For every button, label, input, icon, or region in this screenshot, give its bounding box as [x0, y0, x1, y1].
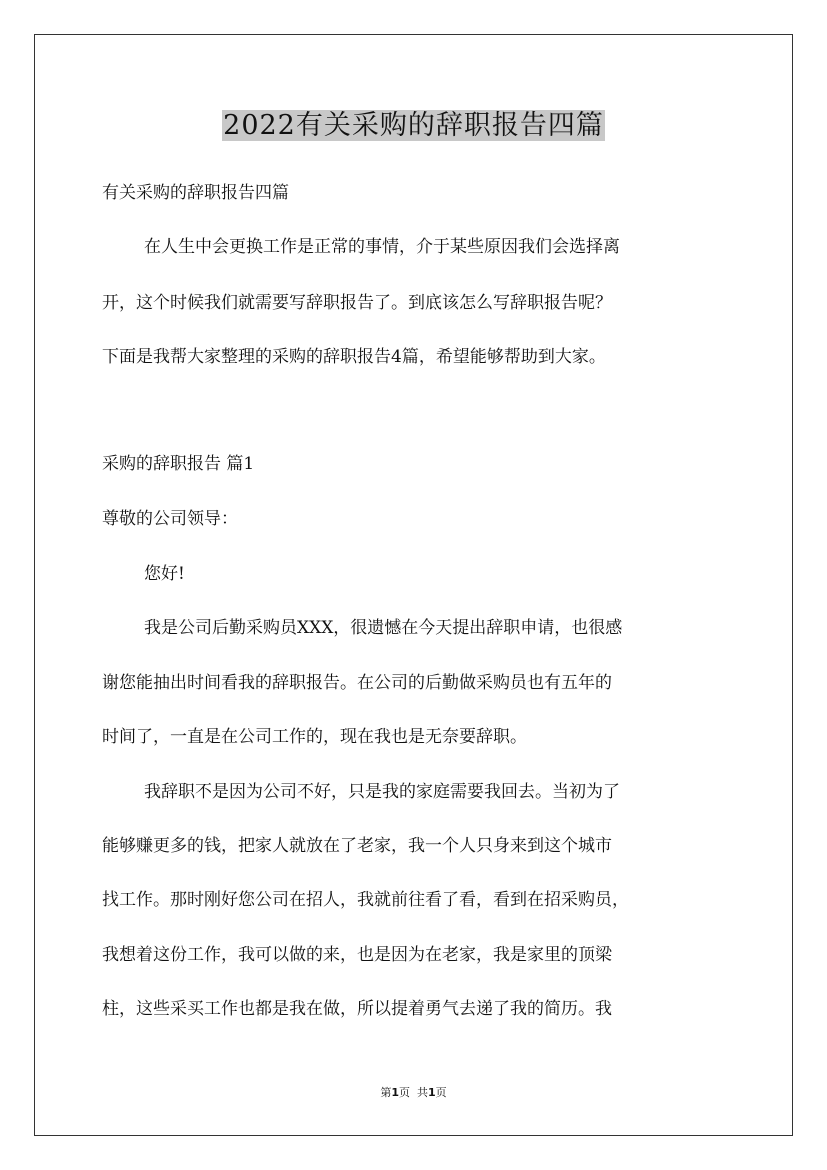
body-line-7: 我想着这份工作，我可以做的来，也是因为在老家，我是家里的顶梁	[102, 945, 612, 965]
footer-page-suffix: 页	[435, 1086, 447, 1099]
footer-page-prefix: 第	[380, 1086, 392, 1099]
body-line-6: 找工作。那时刚好您公司在招人，我就前往看了看，看到在招采购员，	[102, 890, 629, 910]
intro-line-2: 开，这个时候我们就需要写辞职报告了。到底该怎么写辞职报告呢？	[102, 293, 612, 313]
footer-total-pages: 1	[428, 1086, 436, 1099]
salutation: 尊敬的公司领导：	[102, 509, 238, 529]
body-line-4: 我辞职不是因为公司不好，只是我的家庭需要我回去。当初为了	[144, 782, 620, 802]
page-footer	[0, 1086, 827, 1100]
document-title-text: 2022有关采购的辞职报告四篇	[223, 110, 604, 141]
section-heading: 采购的辞职报告 篇1	[102, 454, 255, 474]
body-line-3: 时间了，一直是在公司工作的，现在我也是无奈要辞职。	[102, 727, 527, 747]
subtitle-line: 有关采购的辞职报告四篇	[102, 183, 289, 203]
body-line-2: 谢您能抽出时间看我的辞职报告。在公司的后勤做采购员也有五年的	[102, 673, 612, 693]
intro-line-1: 在人生中会更换工作是正常的事情，介于某些原因我们会选择离	[144, 237, 620, 257]
footer-page-number: 1	[391, 1086, 399, 1099]
footer-page-middle: 页 共	[399, 1086, 428, 1099]
greeting: 您好!	[144, 564, 185, 584]
body-line-1: 我是公司后勤采购员XXX，很遗憾在今天提出辞职申请，也很感	[144, 618, 623, 638]
document-title	[0, 104, 827, 146]
body-line-5: 能够赚更多的钱，把家人就放在了老家，我一个人只身来到这个城市	[102, 836, 612, 856]
body-line-8: 柱，这些采买工作也都是我在做，所以提着勇气去递了我的简历。我	[102, 999, 612, 1019]
intro-line-3: 下面是我帮大家整理的采购的辞职报告4篇，希望能够帮助到大家。	[102, 347, 606, 367]
